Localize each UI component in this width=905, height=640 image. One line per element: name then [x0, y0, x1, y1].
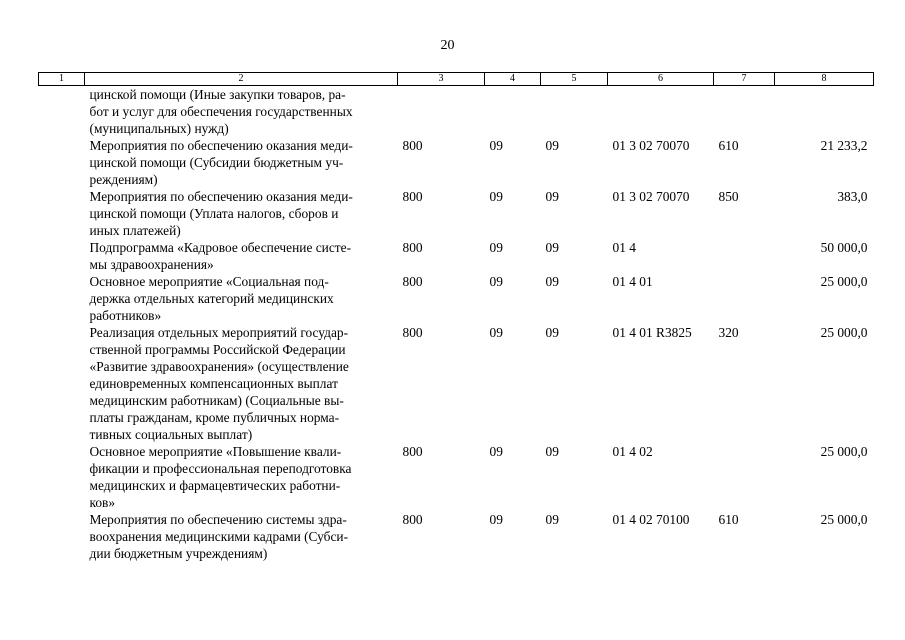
row-name: Основное мероприятие «Повышение квали- фикации и профессиональная переподготовка медицинских и фармацевтических работни- ков» [89, 444, 352, 510]
table-row [39, 137, 874, 188]
row-admin-code: 800 [402, 240, 423, 255]
row-name: цинской помощи (Иные закупки товаров, ра- бот и услуг для обеспечения государственных (муниципальных) нужд) [89, 87, 353, 136]
row-index-cell [39, 511, 85, 562]
table-row [39, 324, 874, 443]
row-target-article: 01 4 01 [612, 274, 653, 289]
row-section: 09 [489, 444, 503, 459]
row-amount: 50 000,0 [820, 240, 868, 255]
row-subsection: 09 [545, 444, 559, 459]
row-amount: 25 000,0 [820, 274, 868, 289]
table-row [39, 443, 874, 511]
column-header-6: 6 [608, 73, 714, 86]
row-expense-type: 320 [718, 325, 739, 340]
row-amount: 21 233,2 [820, 138, 868, 153]
row-name: Мероприятия по обеспечению оказания меди- цинской помощи (Субсидии бюджетным уч- реждениям) [89, 138, 353, 187]
row-section [485, 86, 541, 138]
row-admin-code: 800 [402, 189, 423, 204]
table-row [39, 188, 874, 239]
row-target-article: 01 3 02 70070 [612, 189, 690, 204]
row-section: 09 [489, 138, 503, 153]
row-section: 09 [489, 189, 503, 204]
row-subsection: 09 [545, 189, 559, 204]
row-admin-code: 800 [402, 138, 423, 153]
row-section: 09 [489, 240, 503, 255]
row-index-cell [39, 137, 85, 188]
row-admin-code: 800 [402, 512, 423, 527]
row-index-cell [39, 188, 85, 239]
row-expense-type [714, 86, 775, 138]
budget-table [38, 72, 874, 562]
row-index-cell [39, 443, 85, 511]
table-row [39, 511, 874, 562]
column-header-2: 2 [85, 73, 398, 86]
column-number-header-row [39, 73, 874, 86]
row-subsection [541, 86, 608, 138]
row-target-article: 01 4 01 R3825 [612, 325, 692, 340]
row-name: Подпрограмма «Кадровое обеспечение систе- мы здравоохранения» [89, 240, 352, 272]
column-header-5: 5 [541, 73, 608, 86]
row-expense-type [714, 239, 775, 273]
row-expense-type [714, 273, 775, 324]
row-section: 09 [489, 512, 503, 527]
column-header-3: 3 [398, 73, 485, 86]
row-index-cell [39, 324, 85, 443]
row-index-cell [39, 273, 85, 324]
row-expense-type [714, 443, 775, 511]
column-header-8: 8 [775, 73, 874, 86]
row-subsection: 09 [545, 325, 559, 340]
row-amount [775, 86, 874, 138]
row-target-article: 01 4 02 70100 [612, 512, 690, 527]
column-header-4: 4 [485, 73, 541, 86]
row-subsection: 09 [545, 240, 559, 255]
row-target-article: 01 4 02 [612, 444, 653, 459]
row-name: Реализация отдельных мероприятий государ- ственной программы Российской Федерации «Развитие здравоохранения» (осуществление единовременных компенсационных выплат медицинским работникам) (Социальные вы- платы гражданам, кроме публичных норма- тивных социальных выплат) [89, 325, 349, 442]
row-name: Основное мероприятие «Социальная под- держка отдельных категорий медицинских работников» [89, 274, 334, 323]
row-target-article: 01 4 [612, 240, 636, 255]
row-name: Мероприятия по обеспечению оказания меди- цинской помощи (Уплата налогов, сборов и иных платежей) [89, 189, 353, 238]
row-expense-type: 610 [718, 512, 739, 527]
row-amount: 383,0 [837, 189, 868, 204]
row-subsection: 09 [545, 274, 559, 289]
row-subsection: 09 [545, 512, 559, 527]
table-row [39, 86, 874, 138]
row-subsection: 09 [545, 138, 559, 153]
row-amount: 25 000,0 [820, 444, 868, 459]
table-row [39, 273, 874, 324]
row-target-article: 01 3 02 70070 [612, 138, 690, 153]
row-admin-code: 800 [402, 274, 423, 289]
row-section: 09 [489, 274, 503, 289]
row-expense-type: 850 [718, 189, 739, 204]
row-admin-code [398, 86, 485, 138]
table-body [39, 86, 874, 563]
row-index-cell [39, 86, 85, 138]
row-section: 09 [489, 325, 503, 340]
table-row [39, 239, 874, 273]
row-expense-type: 610 [718, 138, 739, 153]
row-admin-code: 800 [402, 444, 423, 459]
column-header-1: 1 [39, 73, 85, 86]
row-amount: 25 000,0 [820, 325, 868, 340]
row-amount: 25 000,0 [820, 512, 868, 527]
row-admin-code: 800 [402, 325, 423, 340]
row-target-article [608, 86, 714, 138]
row-name: Мероприятия по обеспечению системы здра- воохранения медицинскими кадрами (Субси- дии бюджетным учреждениям) [89, 512, 349, 561]
page-number: 20 [440, 38, 455, 53]
column-header-7: 7 [714, 73, 775, 86]
row-index-cell [39, 239, 85, 273]
